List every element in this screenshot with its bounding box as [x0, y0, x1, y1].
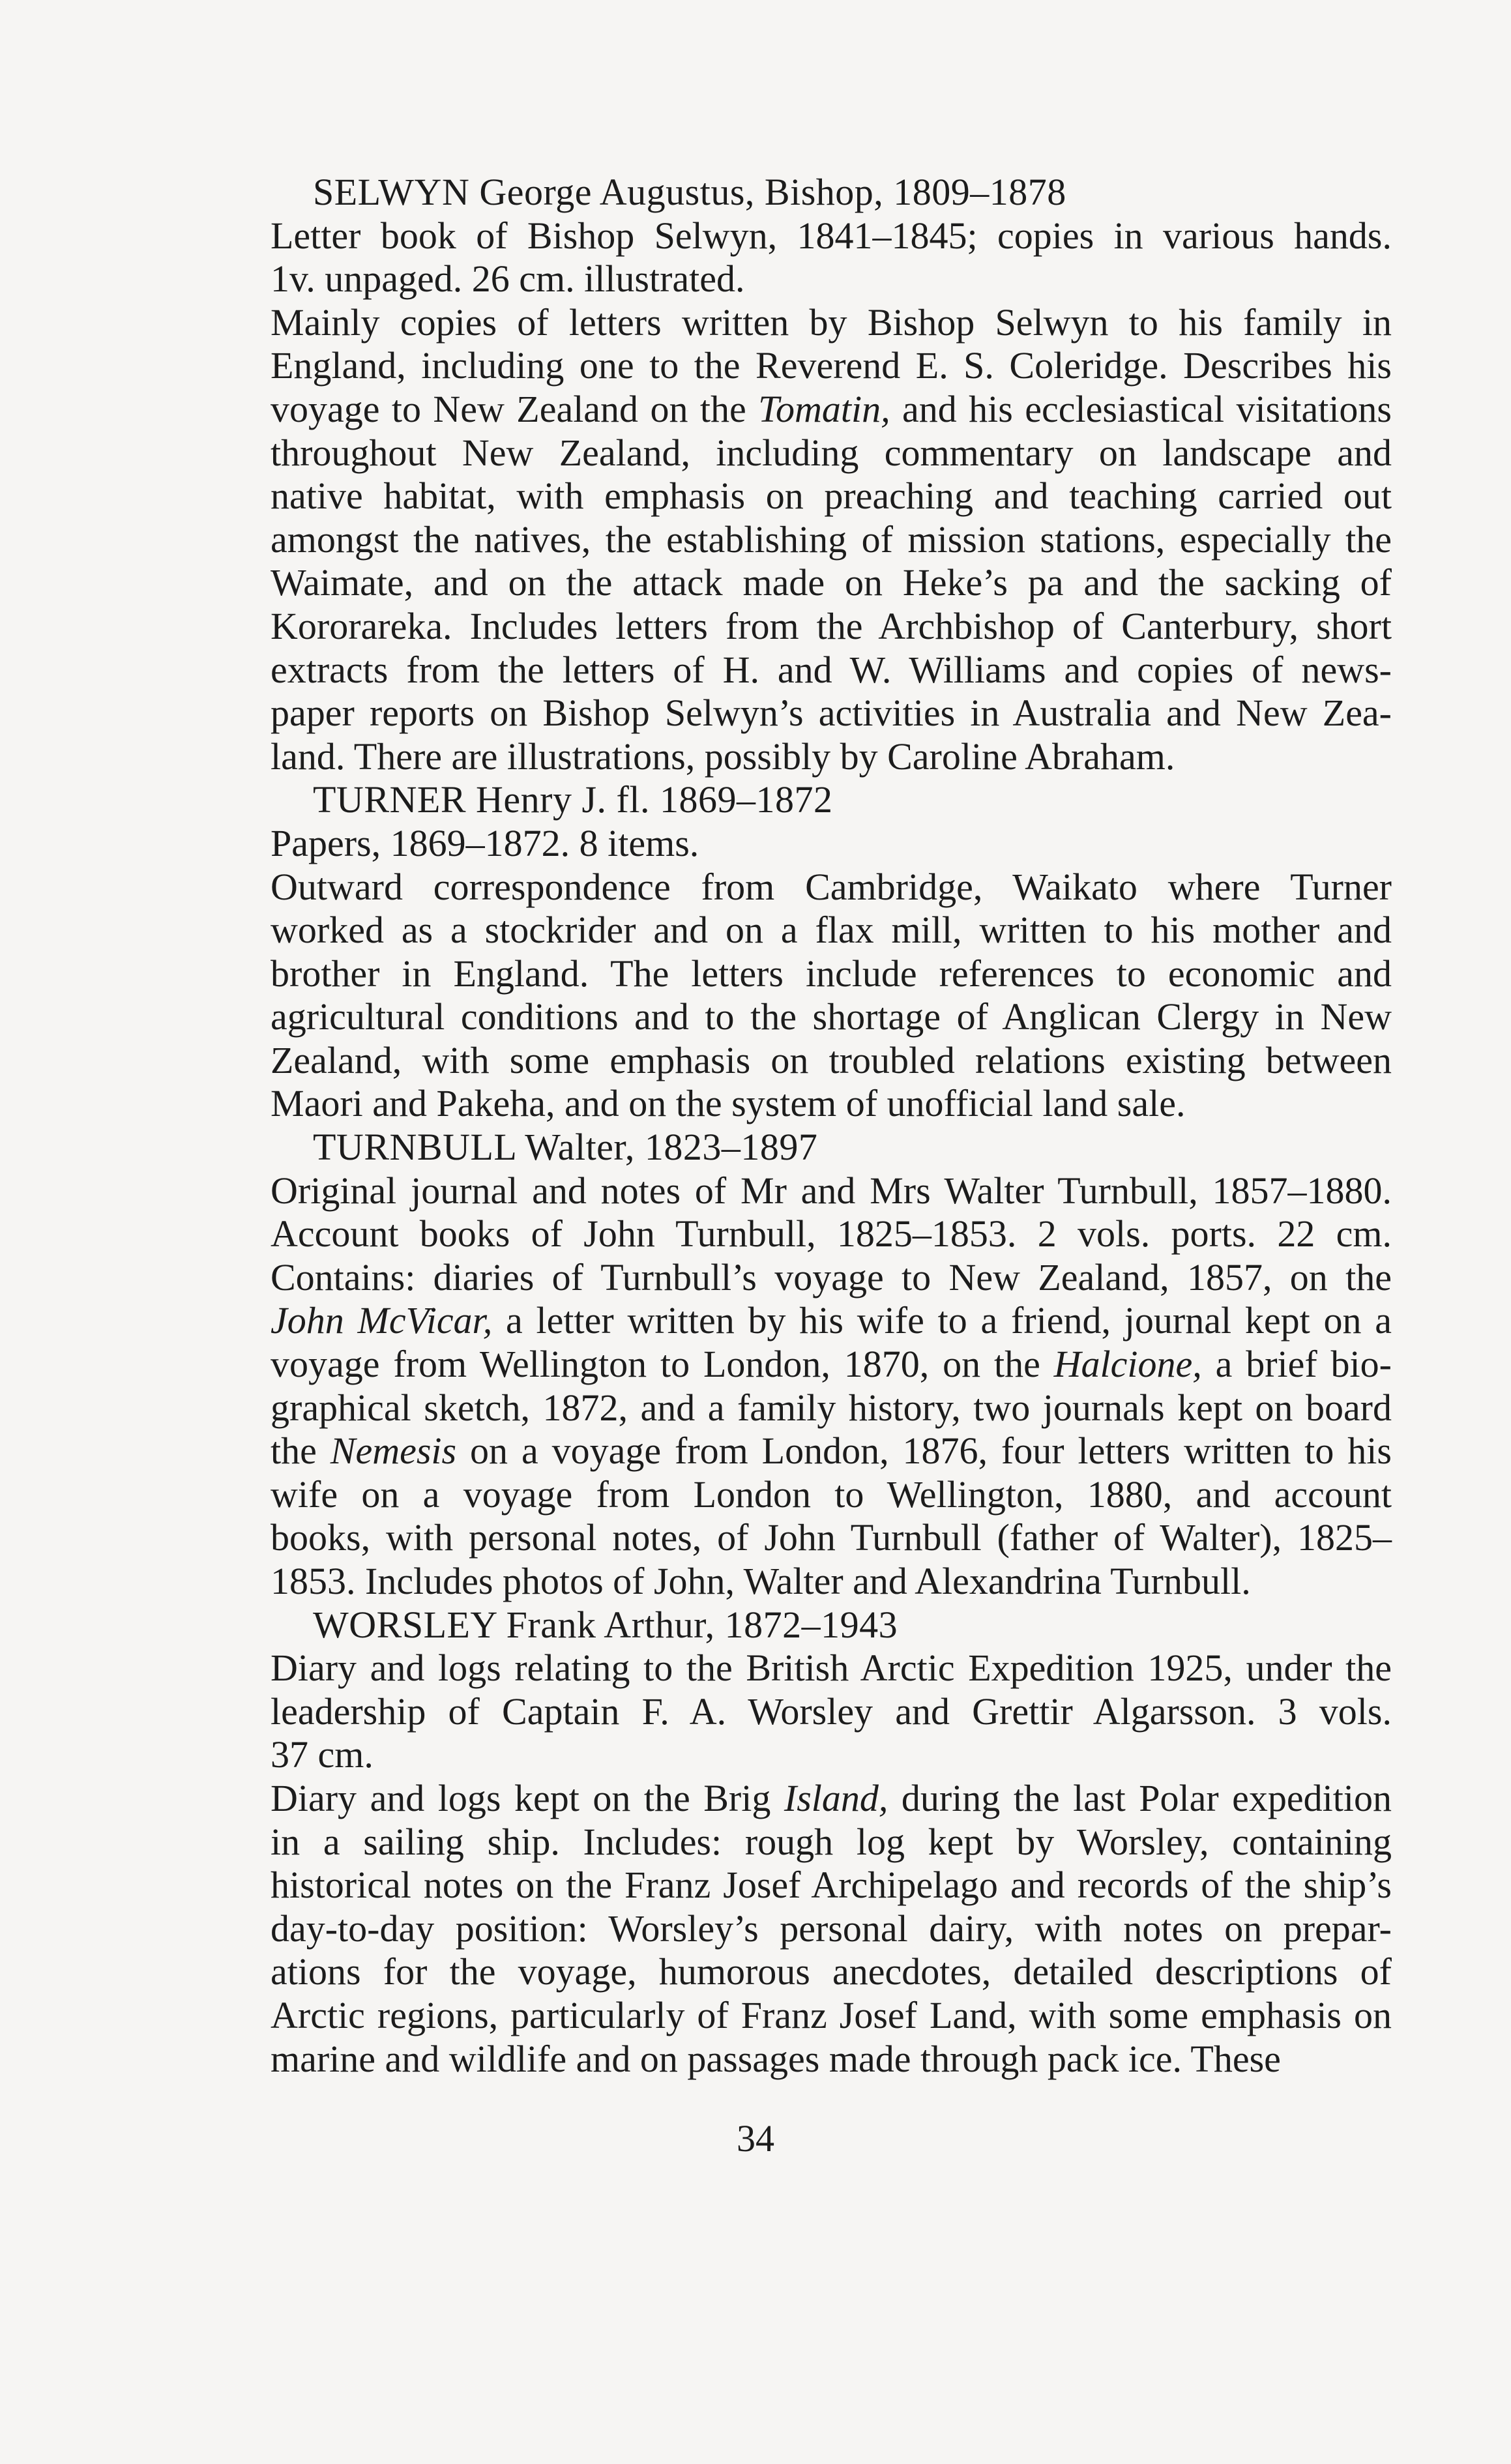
text-line: in a sailing ship. Includes: rough log kept by Worsley, containing [271, 1820, 1392, 1863]
text-line: amongst the natives, the establishing of mission stations, especially the [271, 518, 1392, 561]
text-line: Diary and logs relating to the British Arctic Expedition 1925, under the [271, 1647, 1392, 1690]
text-line: extracts from the letters of H. and W. Williams and copies of news- [271, 648, 1392, 691]
text-line: Letter book of Bishop Selwyn, 1841–1845; copies in various hands. [271, 214, 1392, 257]
entry-heading: WORSLEY Frank Arthur, 1872–1943 [313, 1603, 898, 1646]
entry-heading: SELWYN George Augustus, Bishop, 1809–1878 [313, 171, 1066, 213]
text-line: marine and wildlife and on passages made through pack ice. These [271, 2037, 1281, 2080]
entry-body [271, 1647, 1392, 2081]
text-line: historical notes on the Franz Josef Archipelago and records of the ship’s [271, 1864, 1392, 1907]
entry-body [271, 214, 1392, 779]
text-line: John McVicar, a letter written by his wife to a friend, journal kept on a [271, 1299, 1392, 1342]
entry-heading: TURNBULL Walter, 1823–1897 [313, 1126, 818, 1169]
text-line: Contains: diaries of Turnbull’s voyage to New Zealand, 1857, on the [271, 1255, 1392, 1298]
text-line: voyage from Wellington to London, 1870, on the Halcione, a brief bio- [271, 1343, 1392, 1386]
text-line: England, including one to the Reverend E. S. Coleridge. Describes his [271, 344, 1392, 387]
italic-title: Halcione, [1053, 1343, 1202, 1386]
italic-title: Nemesis [330, 1430, 457, 1473]
italic-title: Island, [784, 1776, 888, 1819]
text-line: Kororareka. Includes letters from the Archbishop of Canterbury, short [271, 604, 1392, 647]
text-line: throughout New Zealand, including commentary on landscape and [271, 431, 1392, 474]
text-line: Arctic regions, particularly of Franz Josef Land, with some emphasis on [271, 1993, 1392, 2036]
text-line: worked as a stockrider and on a flax mill, written to his mother and [271, 909, 1392, 952]
text-line: native habitat, with emphasis on preaching and teaching carried out [271, 475, 1392, 518]
text-line: Diary and logs kept on the Brig Island, during the last Polar expedition [271, 1776, 1392, 1819]
text-line: day-to-day position: Worsley’s personal dairy, with notes on prepar- [271, 1907, 1392, 1950]
text-line: wife on a voyage from London to Wellington, 1880, and account [271, 1473, 1392, 1516]
catalogue-page [271, 171, 1392, 2081]
entry-turnbull [271, 1126, 1392, 1604]
text-line: books, with personal notes, of John Turnbull (father of Walter), 1825– [271, 1516, 1392, 1559]
text-line: 1v. unpaged. 26 cm. illustrated. [271, 257, 745, 301]
text-line: ations for the voyage, humorous anecdotes, detailed descriptions of [271, 1950, 1392, 1993]
text-line: Waimate, and on the attack made on Heke’s pa and the sacking of [271, 561, 1392, 604]
entry-body [271, 1169, 1392, 1604]
text-line: voyage to New Zealand on the Tomatin, and his ecclesiastical visitations [271, 387, 1392, 430]
text-line: Zealand, with some emphasis on troubled relations existing between [271, 1038, 1392, 1081]
text-line: Outward correspondence from Cambridge, Waikato where Turner [271, 865, 1392, 908]
text-line: graphical sketch, 1872, and a family history, two journals kept on board [271, 1386, 1392, 1429]
text-line: 37 cm. [271, 1733, 374, 1776]
entry-selwyn [271, 171, 1392, 778]
text-line: leadership of Captain F. A. Worsley and Grettir Algarsson. 3 vols. [271, 1690, 1392, 1733]
text-line: brother in England. The letters include references to economic and [271, 952, 1392, 995]
entry-turner [271, 778, 1392, 1126]
text-line: paper reports on Bishop Selwyn’s activities in Australia and New Zea- [271, 692, 1392, 735]
page-number: 34 [737, 2117, 774, 2160]
italic-title: John McVicar, [271, 1299, 493, 1342]
text-line: Account books of John Turnbull, 1825–1853. 2 vols. ports. 22 cm. [271, 1212, 1392, 1255]
text-line: agricultural conditions and to the shortage of Anglican Clergy in New [271, 995, 1392, 1038]
text-line: Original journal and notes of Mr and Mrs Walter Turnbull, 1857–1880. [271, 1169, 1392, 1212]
italic-title: Tomatin, [758, 387, 890, 430]
entry-worsley [271, 1604, 1392, 2081]
text-line: 1853. Includes photos of John, Walter and Alexandrina Turnbull. [271, 1560, 1251, 1602]
text-line: the Nemesis on a voyage from London, 1876, four letters written to his [271, 1430, 1392, 1473]
text-line: Mainly copies of letters written by Bishop Selwyn to his family in [271, 301, 1392, 344]
entry-body [271, 822, 1392, 1126]
text-line: land. There are illustrations, possibly by Caroline Abraham. [271, 735, 1175, 778]
entry-heading: TURNER Henry J. fl. 1869–1872 [313, 778, 833, 821]
text-line: Maori and Pakeha, and on the system of unofficial land sale. [271, 1082, 1186, 1125]
text-line: Papers, 1869–1872. 8 items. [271, 821, 699, 864]
